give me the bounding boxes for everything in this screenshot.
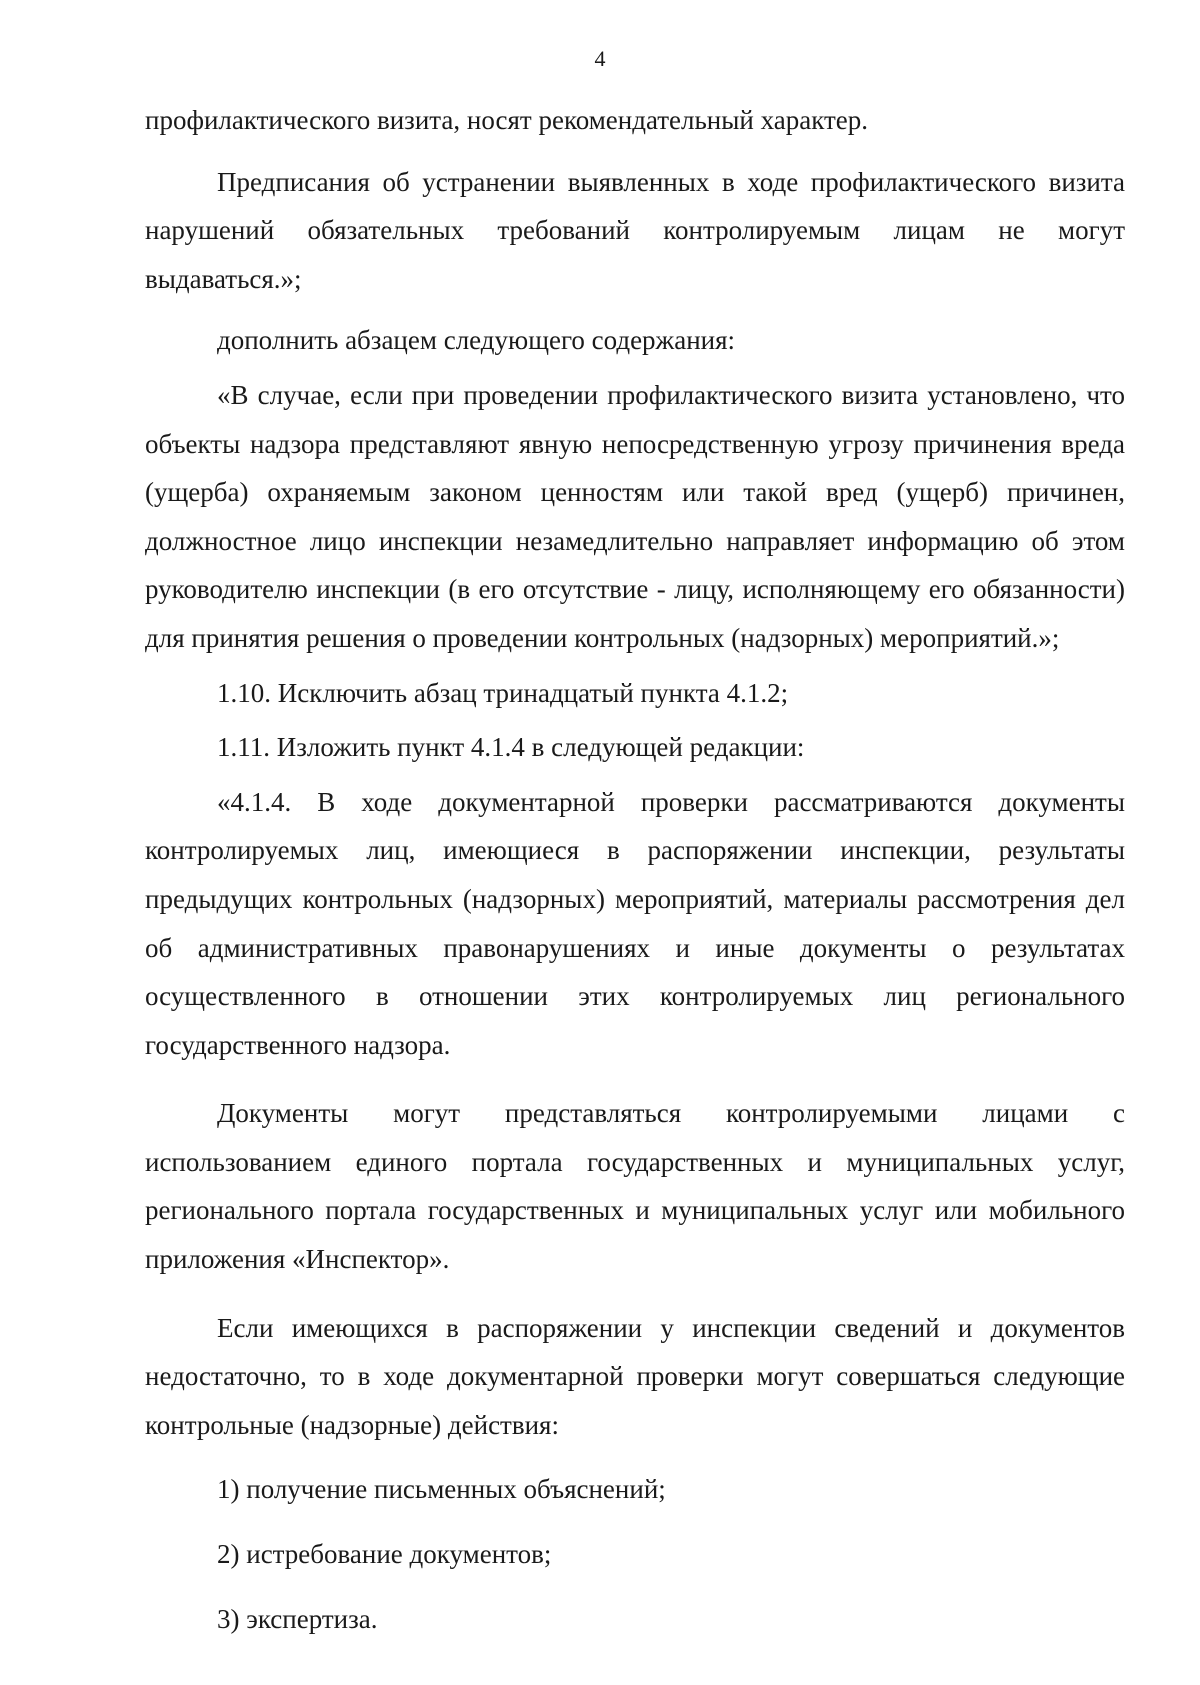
list-item-explanations: 1) получение письменных объяснений; <box>217 1474 666 1505</box>
list-item-documents: 2) истребование документов; <box>217 1539 552 1570</box>
paragraph-documents-portal: Документы могут представляться контролируемыми лицами с использованием единого портала государственных и муниципальных услуг, регионального портала государственных и муниципальных услуг или мобильного приложения «Инспектор». <box>145 1098 1125 1275</box>
paragraph-item-1-11: 1.11. Изложить пункт 4.1.4 в следующей редакции: <box>217 732 805 763</box>
paragraph-item-1-10: 1.10. Исключить абзац тринадцатый пункта 4.1.2; <box>217 677 789 708</box>
paragraph-supplement-intro: дополнить абзацем следующего содержания: <box>217 325 736 356</box>
document-body <box>145 96 1125 1643</box>
paragraph-threat-case: «В случае, если при проведении профилактического визита установлено, что объекты надзора представляют явную непосредственную угрозу причинения вреда (ущерба) охраняемым законом ценностям или такой вред (ущерб) причинен, должностное лицо инспекции незамедлительно направляет информацию об этом руководителю инспекции (в его отсутствие - лицу, исполняющему его обязанности) для принятия решения о проведении контрольных (надзорных) мероприятий.»; <box>145 379 1125 653</box>
paragraph-prescriptions: Предписания об устранении выявленных в ходе профилактического визита нарушений обязательных требований контролируемым лицам не могут выдаваться.»; <box>145 166 1125 294</box>
paragraph-clause-4-1-4: «4.1.4. В ходе документарной проверки рассматриваются документы контролируемых лиц, имеющиеся в распоряжении инспекции, результаты предыдущих контрольных (надзорных) мероприятий, материалы рассмотрения дел об административных правонарушениях и иные документы о результатах осуществленного в отношении этих контролируемых лиц регионального государственного надзора. <box>145 786 1125 1060</box>
paragraph-continuation: профилактического визита, носят рекомендательный характер. <box>145 105 869 135</box>
page-number: 4 <box>594 46 606 71</box>
paragraph-insufficient-info: Если имеющихся в распоряжении у инспекции сведений и документов недостаточно, то в ходе документарной проверки могут совершаться следующие контрольные (надзорные) действия: <box>145 1312 1125 1440</box>
list-item-expertise: 3) экспертиза. <box>217 1603 378 1634</box>
